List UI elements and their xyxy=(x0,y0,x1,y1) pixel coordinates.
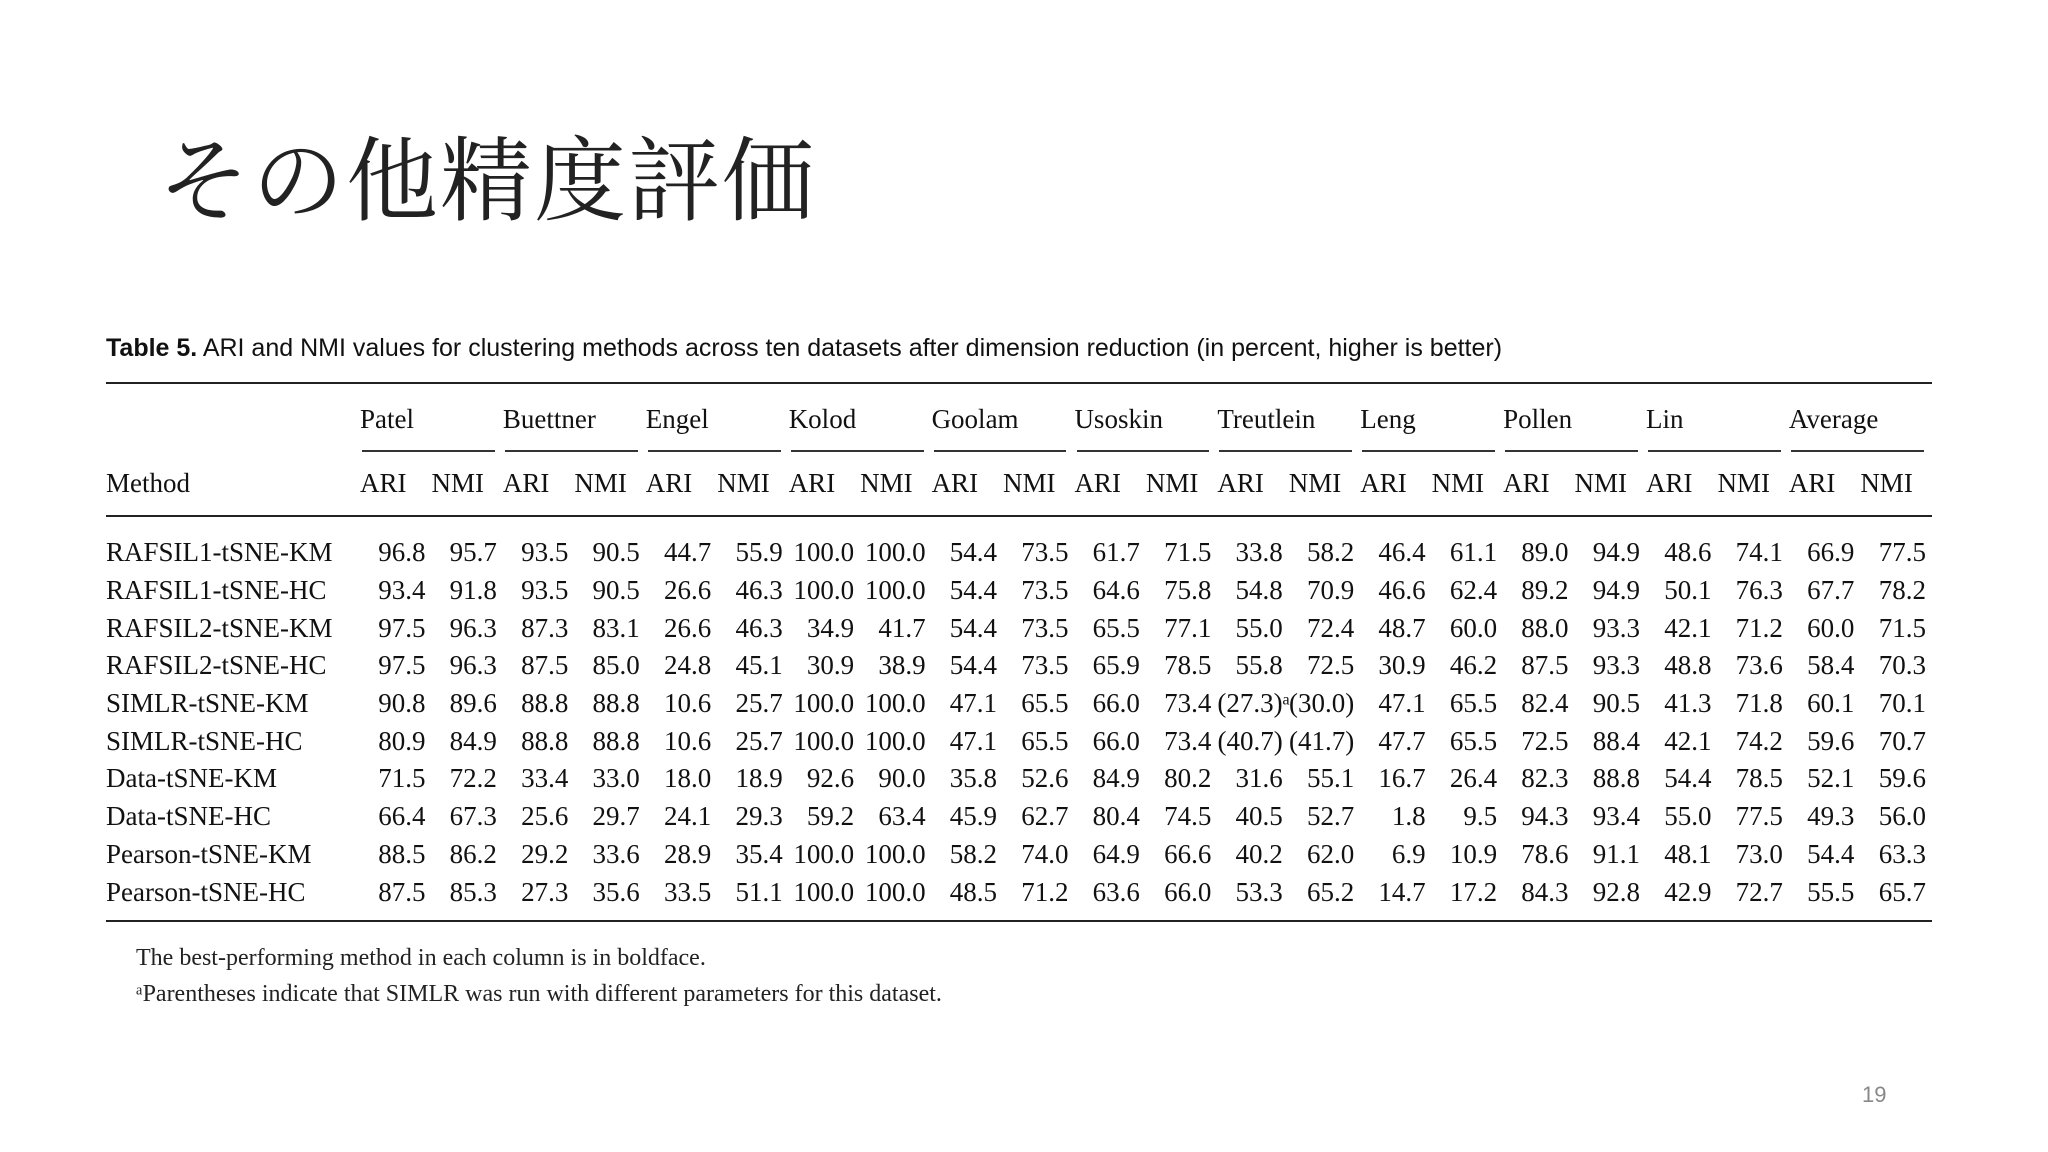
value-cell: 65.5 xyxy=(1449,688,1498,719)
value-cell: 60.0 xyxy=(1449,612,1498,643)
value-cell: 45.9 xyxy=(949,801,997,832)
metric-header: NMI xyxy=(1574,467,1628,498)
value-cell: 74.0 xyxy=(1021,838,1069,869)
value-cell: 64.9 xyxy=(1092,838,1140,869)
method-name: RAFSIL2-tSNE-HC xyxy=(106,650,327,681)
metric-header: ARI xyxy=(1217,467,1264,498)
value-cell: 64.6 xyxy=(1092,575,1140,606)
table-row xyxy=(106,722,1932,760)
method-name: RAFSIL1-tSNE-KM xyxy=(106,537,333,568)
value-cell: 42.9 xyxy=(1664,876,1712,907)
value-cell: 85.3 xyxy=(449,876,497,907)
slide-title: その他精度評価 xyxy=(158,128,817,235)
dataset-header: Leng xyxy=(1360,403,1416,434)
value-cell: 84.9 xyxy=(1092,763,1140,794)
value-cell: 100.0 xyxy=(793,838,855,869)
metric-header: NMI xyxy=(1288,467,1342,498)
value-cell: 72.7 xyxy=(1735,876,1783,907)
value-cell: 73.0 xyxy=(1735,838,1783,869)
value-cell: 82.3 xyxy=(1521,763,1569,794)
value-cell: 100.0 xyxy=(793,876,855,907)
metric-header: NMI xyxy=(1860,467,1913,498)
value-cell: 71.2 xyxy=(1021,876,1069,907)
value-cell: 14.7 xyxy=(1378,876,1426,907)
value-cell: 85.0 xyxy=(592,650,640,681)
table-caption-text: ARI and NMI values for clustering methods across ten datasets after dimension reduction (in percent, higher is better) xyxy=(197,334,1503,362)
value-cell: 94.9 xyxy=(1592,575,1640,606)
value-cell: 47.1 xyxy=(949,725,997,756)
value-cell: 72.5 xyxy=(1521,725,1569,756)
value-cell: 77.5 xyxy=(1878,537,1926,568)
value-cell: 66.6 xyxy=(1164,838,1212,869)
value-cell: 51.1 xyxy=(735,876,783,907)
value-cell: 59.2 xyxy=(806,801,855,832)
method-name: Data-tSNE-KM xyxy=(106,763,277,794)
value-cell: 65.9 xyxy=(1092,650,1140,681)
results-table xyxy=(106,388,1932,911)
metric-header: ARI xyxy=(1360,467,1407,498)
value-cell: 90.5 xyxy=(1592,688,1640,719)
value-cell: 74.5 xyxy=(1164,801,1212,832)
value-cell: 62.7 xyxy=(1021,801,1069,832)
value-cell: 70.9 xyxy=(1306,575,1355,606)
value-cell: 73.5 xyxy=(1021,650,1069,681)
value-cell: 74.2 xyxy=(1735,725,1783,756)
value-cell: 72.2 xyxy=(449,763,497,794)
dataset-header: Patel xyxy=(360,403,415,434)
dataset-header: Goolam xyxy=(931,403,1019,434)
value-cell: 42.1 xyxy=(1664,612,1712,643)
value-cell: 94.9 xyxy=(1592,537,1640,568)
value-cell: 62.0 xyxy=(1306,838,1355,869)
method-name: Data-tSNE-HC xyxy=(106,801,271,832)
value-cell: 54.4 xyxy=(949,650,997,681)
value-cell: 54.4 xyxy=(949,612,997,643)
value-cell: 88.8 xyxy=(592,725,640,756)
value-cell: 88.5 xyxy=(378,838,426,869)
footnote-parentheses: ᵃParentheses indicate that SIMLR was run with different parameters for this dataset. xyxy=(136,981,942,1007)
value-cell: 40.5 xyxy=(1235,801,1283,832)
value-cell: 29.2 xyxy=(521,838,569,869)
value-cell: 73.4 xyxy=(1164,725,1212,756)
value-cell: 48.7 xyxy=(1378,612,1426,643)
value-cell: 26.6 xyxy=(663,612,712,643)
value-cell: 33.5 xyxy=(663,876,712,907)
value-cell: (40.7) xyxy=(1217,725,1283,756)
value-cell: 71.5 xyxy=(378,763,426,794)
value-cell: 93.5 xyxy=(521,537,569,568)
dataset-header: Treutlein xyxy=(1217,403,1316,434)
value-cell: 47.1 xyxy=(949,688,997,719)
value-cell: 30.9 xyxy=(1378,650,1426,681)
value-cell: 25.7 xyxy=(735,725,783,756)
value-cell: 100.0 xyxy=(793,688,855,719)
dataset-header: Lin xyxy=(1646,403,1684,434)
metric-header: ARI xyxy=(360,467,407,498)
metric-header: NMI xyxy=(1003,467,1056,498)
value-cell: 48.5 xyxy=(949,876,997,907)
metric-header: NMI xyxy=(860,467,913,498)
page-number: 19 xyxy=(1862,1082,1887,1107)
value-cell: 100.0 xyxy=(864,688,926,719)
value-cell: 54.4 xyxy=(1664,763,1712,794)
value-cell: 89.0 xyxy=(1521,537,1569,568)
value-cell: 78.5 xyxy=(1735,763,1783,794)
metric-header: NMI xyxy=(431,467,484,498)
value-cell: 52.1 xyxy=(1807,763,1855,794)
value-cell: 55.9 xyxy=(735,537,783,568)
value-cell: 100.0 xyxy=(793,725,855,756)
value-cell: 10.6 xyxy=(663,725,712,756)
value-cell: 65.5 xyxy=(1449,725,1498,756)
value-cell: 58.2 xyxy=(1306,537,1355,568)
value-cell: 1.8 xyxy=(1391,801,1426,832)
value-cell: 71.2 xyxy=(1735,612,1783,643)
value-cell: 77.5 xyxy=(1735,801,1783,832)
metric-header: ARI xyxy=(1788,467,1836,498)
value-cell: 100.0 xyxy=(864,838,926,869)
value-cell: 87.5 xyxy=(1521,650,1569,681)
value-cell: 52.6 xyxy=(1021,763,1069,794)
value-cell: 92.8 xyxy=(1592,876,1640,907)
value-cell: 33.4 xyxy=(521,763,569,794)
dataset-header: Kolod xyxy=(788,403,857,434)
value-cell: 97.5 xyxy=(378,612,426,643)
value-cell: 66.0 xyxy=(1092,688,1140,719)
value-cell: 72.5 xyxy=(1306,650,1355,681)
value-cell: 70.7 xyxy=(1878,725,1926,756)
metric-header: ARI xyxy=(502,467,550,498)
value-cell: 73.5 xyxy=(1021,575,1069,606)
value-cell: 34.9 xyxy=(806,612,855,643)
value-cell: 35.6 xyxy=(592,876,640,907)
value-cell: 88.8 xyxy=(521,688,569,719)
value-cell: 84.3 xyxy=(1521,876,1569,907)
value-cell: 56.0 xyxy=(1878,801,1926,832)
metric-header: NMI xyxy=(1431,467,1485,498)
value-cell: 66.0 xyxy=(1164,876,1212,907)
value-cell: 93.4 xyxy=(378,575,426,606)
value-cell: 80.9 xyxy=(378,725,426,756)
value-cell: (30.0) xyxy=(1288,688,1355,719)
value-cell: 16.7 xyxy=(1378,763,1426,794)
value-cell: 33.6 xyxy=(592,838,640,869)
value-cell: 100.0 xyxy=(793,575,855,606)
value-cell: 24.1 xyxy=(663,801,712,832)
value-cell: 90.5 xyxy=(592,537,640,568)
value-cell: 46.3 xyxy=(735,575,783,606)
value-cell: 24.8 xyxy=(663,650,712,681)
method-header: Method xyxy=(106,467,190,498)
value-cell: 38.9 xyxy=(878,650,926,681)
value-cell: 100.0 xyxy=(864,537,926,568)
dataset-header: Pollen xyxy=(1503,403,1573,434)
value-cell: 96.8 xyxy=(378,537,426,568)
value-cell: 10.9 xyxy=(1449,838,1498,869)
dataset-header: Buettner xyxy=(502,403,596,434)
value-cell: 73.6 xyxy=(1735,650,1783,681)
value-cell: 89.6 xyxy=(449,688,497,719)
method-name: Pearson-tSNE-HC xyxy=(106,876,306,907)
value-cell: 48.6 xyxy=(1664,537,1712,568)
method-name: SIMLR-tSNE-HC xyxy=(106,725,303,756)
metric-header: ARI xyxy=(645,467,693,498)
value-cell: 89.2 xyxy=(1521,575,1569,606)
value-cell: 86.2 xyxy=(449,838,497,869)
value-cell: 96.3 xyxy=(449,650,497,681)
value-cell: 91.8 xyxy=(449,575,497,606)
metric-header: NMI xyxy=(1717,467,1770,498)
value-cell: 9.5 xyxy=(1463,801,1498,832)
table-caption-label: Table 5. xyxy=(106,334,198,362)
value-cell: 6.9 xyxy=(1391,838,1426,869)
value-cell: 49.3 xyxy=(1807,801,1855,832)
value-cell: 44.7 xyxy=(663,537,712,568)
value-cell: 73.5 xyxy=(1021,612,1069,643)
footnote-bold: The best-performing method in each column is in boldface. xyxy=(136,945,706,971)
value-cell: 60.1 xyxy=(1807,688,1855,719)
value-cell: 87.5 xyxy=(378,876,426,907)
value-cell: 48.1 xyxy=(1664,838,1712,869)
value-cell: 67.7 xyxy=(1807,575,1855,606)
value-cell: 65.5 xyxy=(1021,688,1069,719)
value-cell: 59.6 xyxy=(1878,763,1926,794)
value-cell: 40.2 xyxy=(1235,838,1283,869)
method-name: RAFSIL2-tSNE-KM xyxy=(106,612,333,643)
value-cell: 55.8 xyxy=(1235,650,1283,681)
value-cell: (41.7) xyxy=(1288,725,1355,756)
table-footnotes xyxy=(136,940,942,1012)
value-cell: 71.5 xyxy=(1164,537,1212,568)
value-cell: 26.6 xyxy=(663,575,712,606)
value-cell: 88.8 xyxy=(592,688,640,719)
value-cell: 71.5 xyxy=(1878,612,1926,643)
value-cell: 66.9 xyxy=(1807,537,1855,568)
value-cell: 70.1 xyxy=(1878,688,1926,719)
value-cell: 92.6 xyxy=(806,763,855,794)
value-cell: 25.6 xyxy=(521,801,569,832)
value-cell: 65.7 xyxy=(1878,876,1926,907)
value-cell: 61.7 xyxy=(1092,537,1140,568)
value-cell: 17.2 xyxy=(1449,876,1498,907)
value-cell: 65.5 xyxy=(1021,725,1069,756)
value-cell: 48.8 xyxy=(1664,650,1712,681)
value-cell: 41.3 xyxy=(1664,688,1712,719)
value-cell: 47.1 xyxy=(1378,688,1426,719)
value-cell: 18.0 xyxy=(663,763,712,794)
header-blank xyxy=(106,388,360,450)
dataset-header: Usoskin xyxy=(1074,403,1163,434)
value-cell: 84.9 xyxy=(449,725,497,756)
value-cell: 95.7 xyxy=(449,537,497,568)
value-cell: 67.3 xyxy=(449,801,497,832)
metric-header: NMI xyxy=(1145,467,1199,498)
value-cell: 55.0 xyxy=(1664,801,1712,832)
value-cell: 61.1 xyxy=(1449,537,1498,568)
value-cell: 52.7 xyxy=(1306,801,1355,832)
value-cell: 70.3 xyxy=(1878,650,1926,681)
method-name: RAFSIL1-tSNE-HC xyxy=(106,575,327,606)
value-cell: 93.3 xyxy=(1592,650,1640,681)
value-cell: 33.0 xyxy=(592,763,640,794)
value-cell: 30.9 xyxy=(806,650,855,681)
value-cell: 25.7 xyxy=(735,688,783,719)
dataset-header: Average xyxy=(1788,403,1879,434)
value-cell: 76.3 xyxy=(1735,575,1783,606)
value-cell: 27.3 xyxy=(521,876,569,907)
value-cell: 77.1 xyxy=(1164,612,1212,643)
table-row xyxy=(106,873,1932,911)
table-row xyxy=(106,836,1932,874)
dataset-header: Engel xyxy=(645,403,709,434)
table-row xyxy=(106,760,1932,798)
value-cell: 88.8 xyxy=(1592,763,1640,794)
metric-header: ARI xyxy=(931,467,979,498)
table-row xyxy=(106,534,1932,572)
value-cell: 46.3 xyxy=(735,612,783,643)
value-cell: 65.5 xyxy=(1092,612,1140,643)
table-row xyxy=(106,685,1932,723)
value-cell: 88.0 xyxy=(1521,612,1569,643)
value-cell: 41.7 xyxy=(878,612,926,643)
value-cell: 54.8 xyxy=(1235,575,1283,606)
value-cell: 88.8 xyxy=(521,725,569,756)
value-cell: 10.6 xyxy=(663,688,712,719)
metric-header: ARI xyxy=(1646,467,1693,498)
value-cell: 87.3 xyxy=(521,612,569,643)
table-top-rule xyxy=(106,382,1932,384)
value-cell: 82.4 xyxy=(1521,688,1569,719)
value-cell: 93.3 xyxy=(1592,612,1640,643)
value-cell: 100.0 xyxy=(864,876,926,907)
metric-header: ARI xyxy=(1503,467,1550,498)
value-cell: 54.4 xyxy=(949,537,997,568)
value-cell: 55.1 xyxy=(1306,763,1355,794)
spacer xyxy=(106,516,1932,534)
table-row xyxy=(106,572,1932,610)
value-cell: 45.1 xyxy=(735,650,783,681)
value-cell: 46.6 xyxy=(1378,575,1426,606)
value-cell: 31.6 xyxy=(1235,763,1283,794)
value-cell: 75.8 xyxy=(1164,575,1212,606)
value-cell: 97.5 xyxy=(378,650,426,681)
method-name: SIMLR-tSNE-KM xyxy=(106,688,309,719)
value-cell: 54.4 xyxy=(949,575,997,606)
value-cell: 100.0 xyxy=(864,725,926,756)
table-row xyxy=(106,647,1932,685)
value-cell: 53.3 xyxy=(1235,876,1283,907)
value-cell: 93.4 xyxy=(1592,801,1640,832)
value-cell: 71.8 xyxy=(1735,688,1783,719)
value-cell: 46.4 xyxy=(1378,537,1426,568)
value-cell: 96.3 xyxy=(449,612,497,643)
table-row xyxy=(106,609,1932,647)
value-cell: 90.0 xyxy=(878,763,926,794)
value-cell: 63.4 xyxy=(878,801,926,832)
value-cell: 63.3 xyxy=(1878,838,1926,869)
value-cell: 87.5 xyxy=(521,650,569,681)
value-cell: 73.4 xyxy=(1164,688,1212,719)
value-cell: 26.4 xyxy=(1449,763,1498,794)
value-cell: 58.2 xyxy=(949,838,997,869)
value-cell: 55.0 xyxy=(1235,612,1283,643)
value-cell: 80.2 xyxy=(1164,763,1212,794)
value-cell: 29.3 xyxy=(735,801,783,832)
value-cell: 60.0 xyxy=(1807,612,1855,643)
value-cell: 28.9 xyxy=(663,838,712,869)
table-bottom-rule xyxy=(106,920,1932,922)
value-cell: 50.1 xyxy=(1664,575,1712,606)
value-cell: 42.1 xyxy=(1664,725,1712,756)
value-cell: 80.4 xyxy=(1092,801,1140,832)
value-cell: 88.4 xyxy=(1592,725,1640,756)
value-cell: 47.7 xyxy=(1378,725,1426,756)
value-cell: 66.4 xyxy=(378,801,426,832)
value-cell: 35.4 xyxy=(735,838,783,869)
metric-header: ARI xyxy=(788,467,836,498)
metric-header: NMI xyxy=(717,467,770,498)
value-cell: 66.0 xyxy=(1092,725,1140,756)
value-cell: 29.7 xyxy=(592,801,640,832)
value-cell: (27.3)ᵃ xyxy=(1217,688,1290,719)
table-caption xyxy=(106,334,1502,363)
value-cell: 100.0 xyxy=(793,537,855,568)
metric-header: NMI xyxy=(574,467,627,498)
value-cell: 93.5 xyxy=(521,575,569,606)
value-cell: 18.9 xyxy=(735,763,783,794)
value-cell: 63.6 xyxy=(1092,876,1140,907)
value-cell: 54.4 xyxy=(1807,838,1855,869)
value-cell: 91.1 xyxy=(1592,838,1640,869)
value-cell: 62.4 xyxy=(1449,575,1498,606)
value-cell: 78.6 xyxy=(1521,838,1569,869)
value-cell: 35.8 xyxy=(949,763,997,794)
value-cell: 58.4 xyxy=(1807,650,1855,681)
value-cell: 59.6 xyxy=(1807,725,1855,756)
metric-header: ARI xyxy=(1074,467,1121,498)
value-cell: 55.5 xyxy=(1807,876,1855,907)
value-cell: 72.4 xyxy=(1306,612,1355,643)
value-cell: 65.2 xyxy=(1306,876,1355,907)
value-cell: 73.5 xyxy=(1021,537,1069,568)
value-cell: 33.8 xyxy=(1235,537,1283,568)
value-cell: 90.8 xyxy=(378,688,426,719)
value-cell: 100.0 xyxy=(864,575,926,606)
value-cell: 94.3 xyxy=(1521,801,1569,832)
table-row xyxy=(106,798,1932,836)
value-cell: 90.5 xyxy=(592,575,640,606)
value-cell: 78.2 xyxy=(1878,575,1926,606)
value-cell: 78.5 xyxy=(1164,650,1212,681)
method-name: Pearson-tSNE-KM xyxy=(106,838,312,869)
value-cell: 83.1 xyxy=(592,612,640,643)
value-cell: 74.1 xyxy=(1735,537,1783,568)
value-cell: 46.2 xyxy=(1449,650,1498,681)
